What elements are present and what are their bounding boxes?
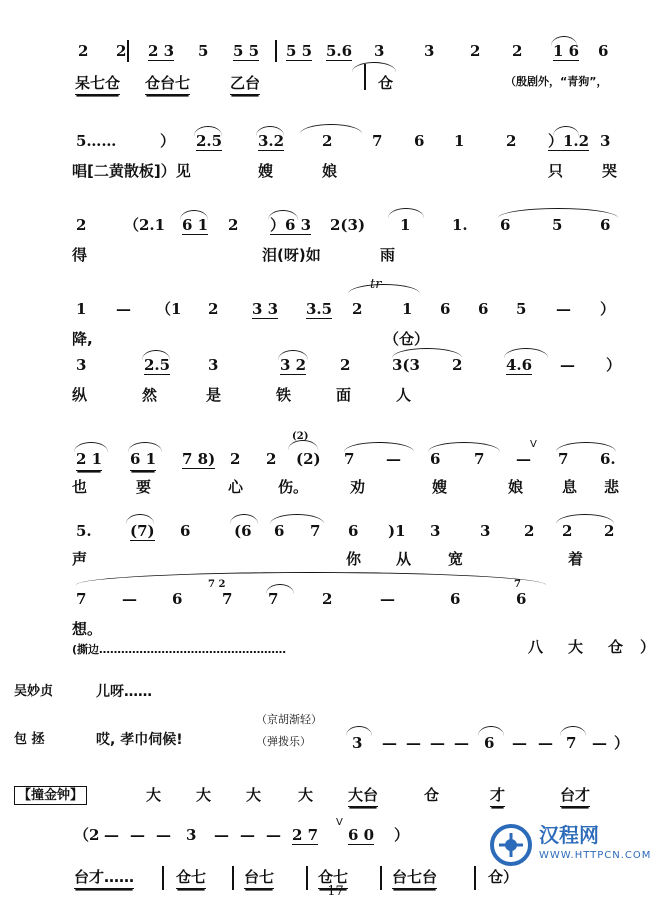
note: 2	[230, 450, 241, 468]
note: 2(3)	[330, 216, 366, 234]
lyric: （仓）	[384, 330, 430, 348]
barline	[275, 40, 277, 62]
lyric: 嫂	[432, 478, 448, 496]
lyric: 然	[142, 386, 158, 404]
note: 2	[604, 522, 615, 540]
note: —	[556, 300, 571, 318]
note: —	[380, 590, 395, 608]
percussion-syllable: 台才	[560, 788, 590, 807]
barline	[380, 866, 382, 890]
lyric: 仓	[608, 638, 624, 656]
slur-arc	[270, 514, 324, 524]
lyric: 息	[562, 478, 578, 496]
note: 1	[76, 300, 87, 318]
lyric: 从	[396, 550, 412, 568]
lyric: 悲	[604, 478, 620, 496]
lyric: 仓	[378, 74, 394, 92]
note: 6	[500, 216, 511, 234]
lyric: 只	[548, 162, 564, 180]
note: 7	[474, 450, 485, 468]
note: 7	[344, 450, 355, 468]
breath-mark: V	[336, 817, 343, 828]
percussion-syllable: 仓七	[176, 870, 206, 889]
lyric: 得	[72, 246, 88, 264]
note: 6 1	[130, 452, 156, 471]
note: 6	[414, 132, 425, 150]
lyric: 雨	[380, 246, 396, 264]
note: )1	[388, 522, 406, 540]
note: （2.1	[124, 216, 166, 234]
lyric: 娘	[322, 162, 338, 180]
speaker-name: 包 拯	[14, 732, 45, 747]
lyric: 伤。	[278, 478, 309, 496]
note: 2	[340, 356, 351, 374]
note: 3 2	[280, 356, 307, 374]
lyric: 也	[72, 478, 88, 496]
note: (2)	[296, 450, 321, 468]
note: 6	[274, 522, 285, 540]
slur-arc	[142, 350, 170, 360]
percussion-syllable: 台才……	[74, 870, 134, 889]
note: 2	[512, 42, 523, 60]
stage-direction: （京胡渐轻）	[256, 713, 322, 726]
lyric: 宽	[448, 550, 464, 568]
note: ）	[606, 356, 622, 374]
note: （2	[74, 826, 100, 844]
note: 5.6	[326, 42, 353, 60]
ornament-tr: tr	[370, 277, 382, 292]
percussion-syllable: 大	[298, 786, 314, 804]
slur-arc	[478, 726, 504, 736]
note: 5.	[76, 522, 92, 540]
note: 2 3	[148, 42, 175, 60]
grace-note: 7 2	[208, 579, 226, 590]
speaker-name: 吴妙贞	[14, 684, 54, 699]
lyric: 大	[568, 638, 584, 656]
lyric: 娘	[508, 478, 524, 496]
lyric: 是	[206, 386, 222, 404]
lyric: 泪(呀)如	[262, 246, 321, 264]
note: 6	[478, 300, 489, 318]
note: 2	[562, 522, 573, 540]
note: 1 6	[553, 42, 580, 60]
note: —	[104, 826, 119, 844]
long-slur-arc	[76, 572, 546, 585]
note: 3.5	[306, 300, 333, 318]
barline	[232, 866, 234, 890]
note: —	[122, 590, 137, 608]
percussion-syllable: 才	[490, 788, 505, 807]
note: 6.	[600, 450, 616, 468]
note: —	[214, 826, 229, 844]
note: 2	[266, 450, 277, 468]
note: 2	[116, 42, 127, 60]
note: 4.6	[506, 356, 533, 374]
note: 3	[480, 522, 491, 540]
slur-arc	[288, 440, 318, 450]
note: 2 1	[76, 452, 102, 471]
note: 3	[208, 356, 219, 374]
percussion-syllable: 大	[146, 786, 162, 804]
percussion-pattern-label: 【撞金钟】	[14, 786, 87, 805]
note: （1	[156, 300, 182, 318]
slur-arc	[551, 36, 577, 46]
lyric: 想。	[72, 620, 103, 638]
stage-direction: (撕边……………………………………………	[72, 643, 287, 656]
lyric: 心	[228, 478, 244, 496]
lyric: 哭	[602, 162, 618, 180]
note: 2	[452, 356, 463, 374]
note: 2	[228, 216, 239, 234]
note: 2	[76, 216, 87, 234]
note: 5……	[76, 132, 117, 150]
note: 3	[186, 826, 197, 844]
note: 6	[600, 216, 611, 234]
note: 7	[372, 132, 383, 150]
slur-arc	[126, 514, 154, 524]
note: 2	[322, 132, 333, 150]
note: 6	[598, 42, 609, 60]
note: 6	[172, 590, 183, 608]
percussion-syllable: 大台	[348, 788, 378, 807]
slur-arc	[230, 514, 258, 524]
lyric: 面	[336, 386, 352, 404]
slur-arc	[498, 208, 618, 218]
percussion-syllable: 大	[246, 786, 262, 804]
note: 7	[310, 522, 321, 540]
note: 2	[352, 300, 363, 318]
grace-note: (2)	[292, 431, 309, 442]
note: —	[382, 734, 397, 752]
note: 7	[268, 590, 279, 608]
note: 1.	[452, 216, 468, 234]
slur-arc	[346, 726, 372, 736]
percussion-syllable: 仓）	[488, 868, 519, 886]
note: 7	[76, 590, 87, 608]
note: 6	[516, 590, 527, 608]
lyric: 人	[396, 386, 412, 404]
slur-arc	[556, 442, 616, 452]
lyric: 纵	[72, 386, 88, 404]
percussion-syllable: 仓七	[318, 870, 348, 889]
slur-arc	[392, 348, 462, 358]
note: —	[266, 826, 281, 844]
percussion-syllable: 大	[196, 786, 212, 804]
note: 3	[600, 132, 611, 150]
barline	[474, 866, 476, 890]
stage-direction: （弹拨乐）	[256, 735, 311, 748]
percussion-syllable: 台七	[244, 870, 274, 889]
note: 1	[454, 132, 465, 150]
barline	[306, 866, 308, 890]
note: 2	[524, 522, 535, 540]
note: —	[130, 826, 145, 844]
percussion-syllable: 台七台	[392, 870, 437, 889]
note: —	[560, 356, 575, 374]
note: 7 8)	[182, 450, 216, 468]
lyric: 你	[346, 550, 362, 568]
slur-arc	[504, 348, 548, 358]
note: 6	[348, 522, 359, 540]
lyric: 八	[528, 638, 544, 656]
note: 3	[374, 42, 385, 60]
note: ）	[160, 132, 176, 150]
note: ）6 3	[270, 216, 312, 234]
note: 6 0	[348, 826, 375, 844]
slur-arc	[128, 442, 162, 452]
slur-arc	[348, 284, 420, 294]
note: 2	[208, 300, 219, 318]
lyric: 铁	[276, 386, 292, 404]
note: 6	[180, 522, 191, 540]
dialogue-text: 儿呀……	[96, 684, 152, 700]
note: 5 5	[286, 42, 313, 60]
slur-arc	[560, 726, 586, 736]
barline	[127, 40, 129, 62]
note: 2	[470, 42, 481, 60]
note: 3	[424, 42, 435, 60]
lyric: 呆七仓	[75, 76, 120, 95]
note: —	[516, 450, 531, 468]
note: 6	[440, 300, 451, 318]
note: 7	[222, 590, 233, 608]
slur-arc	[256, 126, 284, 136]
note: 3 3	[252, 300, 279, 318]
slur-arc	[268, 210, 298, 220]
slur-arc	[352, 62, 396, 72]
dialogue-text: 哎, 孝巾伺候!	[96, 732, 183, 748]
note: 6	[450, 590, 461, 608]
note: 2	[322, 590, 333, 608]
note: —	[116, 300, 131, 318]
slur-arc	[266, 584, 294, 594]
note: ）1.2	[548, 132, 590, 150]
note: 2	[78, 42, 89, 60]
note: 3	[76, 356, 87, 374]
note: 3	[430, 522, 441, 540]
watermark	[489, 823, 657, 869]
note: 6 1	[182, 216, 209, 234]
note: 2 7	[292, 826, 319, 844]
note: 2.5	[144, 356, 171, 374]
note: 6	[484, 734, 495, 752]
lyric: 声	[72, 550, 88, 568]
note: 7	[558, 450, 569, 468]
note: —	[592, 734, 607, 752]
note: —	[240, 826, 255, 844]
note: (7)	[130, 522, 155, 540]
note: 2	[506, 132, 517, 150]
slur-arc	[300, 124, 362, 134]
lyric: 嫂	[258, 162, 274, 180]
note: —	[406, 734, 421, 752]
note: (6	[234, 522, 252, 540]
stage-annotation: （殷剧外，“青狗”，	[505, 75, 608, 88]
note: 3	[352, 734, 363, 752]
lyric: 着	[568, 550, 584, 568]
slur-arc	[553, 126, 579, 136]
note: 1	[402, 300, 413, 318]
slur-arc	[556, 514, 614, 524]
note: 5 5	[233, 42, 260, 60]
note: —	[512, 734, 527, 752]
note: 1	[400, 216, 411, 234]
note: —	[454, 734, 469, 752]
slur-arc	[388, 208, 424, 218]
lyric: 乙台	[230, 76, 260, 95]
note: —	[386, 450, 401, 468]
note: 5	[198, 42, 209, 60]
note: ）	[614, 734, 630, 752]
lyric: 仓台七	[145, 76, 190, 95]
slur-arc	[194, 126, 222, 136]
note: 7	[566, 734, 577, 752]
note: 5	[516, 300, 527, 318]
percussion-syllable: 仓	[424, 786, 440, 804]
lyric: 降,	[72, 330, 93, 348]
note: ）	[600, 300, 616, 318]
slur-arc	[180, 210, 208, 220]
lyric: 要	[136, 478, 152, 496]
note: 3(3	[392, 356, 420, 374]
note: —	[430, 734, 445, 752]
slur-arc	[428, 442, 500, 452]
page-number: 17	[327, 884, 344, 899]
lyric: ）	[640, 638, 656, 656]
note: 5	[552, 216, 563, 234]
slur-arc	[74, 442, 108, 452]
barline	[162, 866, 164, 890]
grace-note: 7	[514, 579, 521, 590]
breath-mark: V	[530, 439, 537, 450]
note: ）	[394, 826, 410, 844]
lyric: 劝	[350, 478, 366, 496]
note: —	[538, 734, 553, 752]
slur-arc	[344, 442, 414, 452]
lyric: 唱[二黄散板]）见	[72, 162, 191, 180]
note: 3.2	[258, 132, 285, 150]
note: 6	[430, 450, 441, 468]
watermark-site-name: 汉程网	[539, 823, 599, 847]
slur-arc	[278, 350, 308, 360]
watermark-url: WWW.HTTPCN.COM	[539, 850, 652, 861]
note: 2.5	[196, 132, 223, 150]
note: —	[156, 826, 171, 844]
